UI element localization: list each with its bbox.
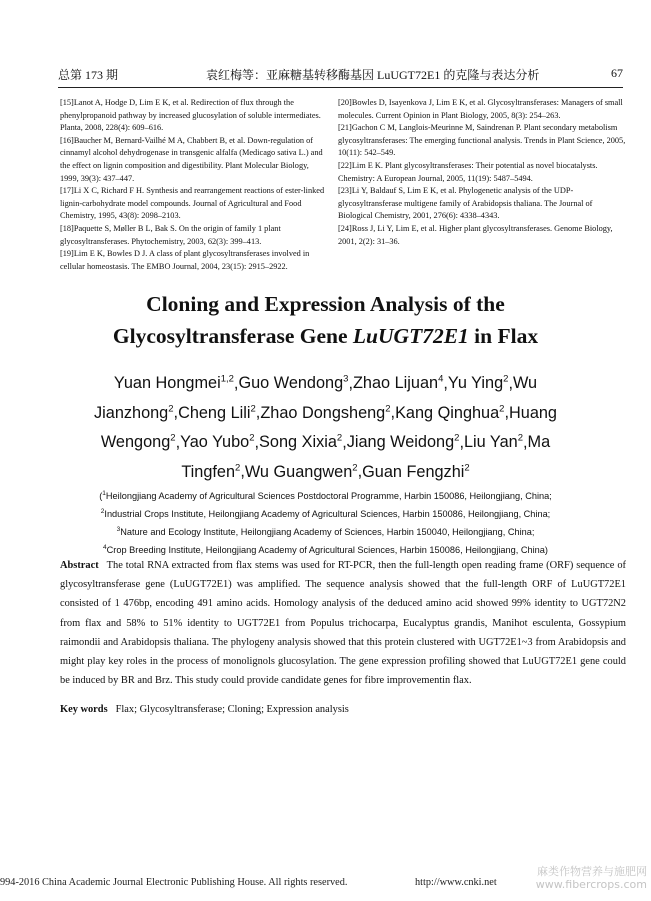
title-line-2	[40, 320, 611, 352]
affiliation-text: Heilongjiang Academy of Agricultural Sciences Postdoctoral Programme, Harbin 150086, Heilongjiang, China;	[105, 491, 552, 502]
watermark	[536, 865, 647, 891]
page-number: 67	[611, 66, 623, 80]
reference-number: [20]	[338, 98, 352, 107]
reference-text: Ross J, Li Y, Lim E, et al. Higher plant glycosyltransferases. Genome Biology, 2001, 2(2): 31–36.	[338, 223, 613, 246]
footer-url[interactable]: http://www.cnki.net	[415, 877, 497, 888]
author-name: Zhao Lijuan$^4$	[352, 374, 444, 393]
author-affiliation-mark: 2	[249, 432, 255, 444]
author-affiliation-mark: 3	[343, 374, 349, 385]
reference-number: [23]	[338, 186, 352, 196]
title-gene-name: LuUGT72E1	[352, 324, 469, 348]
affiliation-list	[58, 486, 593, 558]
reference-number: [22]	[338, 160, 352, 170]
author-affiliation-mark: 1,2	[220, 374, 234, 385]
reference-text: Lim E K, Bowles D J. A class of plant glycosyltransferases involved in cellular homeostasis. The EMBO Journal, 2004, 23(15): 2915–2922.	[60, 249, 310, 271]
reference-text: Baucher M, Bernard-Vailhé M A, Chabbert B, et al. Down-regulation of cinnamyl alcohol dehydrogenase in transgenic alfalfa (Medicago sativa L.) and the effect on lignin composition and digestibility. Plant Molecular Biology, 1999, 39(3): 437–447.	[60, 135, 323, 183]
author-affiliation-mark: 2	[170, 432, 176, 444]
watermark-line-2: www.fibercrops.com	[535, 878, 647, 891]
reference-text: Lanot A, Hodge D, Lim E K, et al. Redirection of flux through the phenylpropanoid pathway by increased glucosylation of soluble intermediates. Planta, 2008, 228(4): 609–616.	[60, 98, 321, 133]
author-affiliation-mark: 2	[352, 462, 358, 474]
reference-item	[60, 248, 328, 273]
author-name: Cheng Lili$^2$	[178, 403, 256, 422]
author-name: Wu Guangwen$^2$	[244, 462, 358, 481]
author-affiliation-mark: 2	[499, 403, 505, 415]
running-title: 袁红梅等：亚麻糖基转移酶基因 LuUGT72E1 的克隆与表达分析	[206, 68, 540, 82]
affiliation-item	[58, 522, 593, 540]
affiliation-item	[58, 504, 593, 522]
author-name: Wu Jianzhong$^2$	[94, 374, 538, 422]
affiliation-text: Crop Breeding Institute, Heilongjiang Academy of Agricultural Sciences, Harbin 150086, Heilongjiang, China)	[106, 545, 548, 556]
reference-number: [21]	[338, 123, 352, 133]
header-rule	[58, 87, 623, 88]
abstract-text: The total RNA extracted from flax stems was used for RT-PCR, then the full-length open reading frame (ORF) sequence of glycosyltransferase gene (LuUGT72E1) was amplified. The sequence analysis showed that the full-length ORF of LuUGT72E1 consisted of 1 476bp, encoding 491 amino acids. Homology analysis of the deduced amino acid showed 99% identity to UGT72N2 from flax and 58% to 51% identity to UGT72E1 from Populus trichocarpa, Eucalyptus grandis, Manihot esculenta, Gossypium raimondii and Arabidopsis thaliana. The phylogeny analysis showed that this protein clustered with UGT72E1~3 from Arabidopsis and might play key roles in the process of monolignols glucosylation. The gene expression profiling showed that LuUGT72E1 gene could be induced by BR and Brz. This study could provide candidate genes for fibre improvementin flax.	[60, 560, 626, 687]
abstract-label: Abstract	[60, 560, 99, 571]
author-affiliation-mark: 2	[464, 462, 470, 474]
author-name: Guan Fengzhi$^2$	[362, 462, 470, 481]
title-line-2-suffix: in Flax	[468, 324, 539, 348]
affiliation-number: 4	[103, 544, 107, 552]
reference-text: Paquette S, Møller B L, Bak S. On the origin of family 1 plant glycosyltransferases. Phytochemistry, 2003, 62(3): 399–413.	[60, 223, 281, 246]
affiliation-number: 1	[102, 490, 106, 497]
author-name: Song Xixia$^2$	[259, 432, 343, 452]
reference-number: [24]	[338, 223, 352, 233]
affiliation-item: ($^1$Heilongjiang Academy of Agricultural Sciences Postdoctoral Programme, Harbin 150086, Heilongjiang, China;	[99, 490, 552, 502]
author-name: Ma Tingfen$^2$	[181, 433, 551, 481]
affiliation-number: 3	[116, 526, 121, 534]
reference-number: [18]	[60, 223, 74, 233]
author-affiliation-mark: 2	[250, 403, 256, 415]
title-line-2-prefix: Glycosyltransferase Gene	[112, 324, 353, 348]
author-affiliation-mark: 2	[385, 403, 391, 415]
author-name: Guo Wendong$^3$	[238, 374, 349, 393]
reference-item	[60, 223, 328, 248]
reference-number: [15]	[60, 98, 74, 107]
keywords-text: Flax; Glycosyltransferase; Cloning; Expression analysis	[115, 704, 349, 715]
title-line-1: Cloning and Expression Analysis of the	[146, 292, 505, 316]
reference-text: Lim E K. Plant glycosyltransferases: Their potential as novel biocatalysts. Chemistry: A European Journal, 2005, 11(19): 5487–5494.	[338, 160, 598, 183]
issue-number: 总第 173 期	[58, 68, 119, 82]
affiliation-number: 2	[100, 508, 105, 516]
author-name: Yu Ying$^2$	[447, 374, 509, 393]
author-name: Yuan Hongmei$^{1,2}$	[113, 374, 234, 393]
reference-number: [17]	[60, 186, 74, 196]
author-affiliation-mark: 2	[235, 462, 241, 474]
reference-item	[60, 97, 328, 135]
reference-item	[338, 160, 626, 185]
author-affiliation-mark: 2	[336, 432, 343, 444]
affiliation-text: Industrial Crops Institute, Heilongjiang Academy of Agricultural Sciences, Harbin 150086, Heilongjiang, China;	[104, 509, 551, 520]
reference-number: [16]	[60, 135, 74, 145]
reference-text: Bowles D, Isayenkova J, Lim E K, et al. Glycosyltransferases: Managers of small molecules. Current Opinion in Plant Biology, 2005, 8(3): 254–263.	[338, 98, 623, 120]
author-affiliation-mark: 2	[503, 374, 509, 385]
author-affiliation-mark: 2	[517, 432, 523, 444]
reference-text: Li X C, Richard F H. Synthesis and rearrangement reactions of ester-linked lignin-carbohydrate model compounds. Journal of Agricultural and Food Chemistry, 1995, 43(8): 2098–2103.	[60, 186, 325, 221]
author-affiliation-mark: 2	[454, 432, 460, 444]
reference-item	[60, 135, 328, 185]
reference-text: Gachon C M, Langlois-Meurinne M, Saindrenan P. Plant secondary metabolism glycosyltransferases: The emerging functional analysis. Trends in Plant Science, 2005, 10(11): 542–549.	[338, 123, 626, 158]
reference-item	[338, 185, 626, 223]
author-affiliation-mark: 4	[438, 374, 444, 385]
references-left-column	[60, 97, 328, 273]
reference-text: Li Y, Baldauf S, Lim E K, et al. Phylogenetic analysis of the UDP-glycosyltransferase multigene family of Arabidopsis thaliana. The Journal of Biological Chemistry, 2001, 276(6): 4338–4343.	[338, 186, 593, 221]
reference-item	[338, 122, 626, 160]
author-name: Liu Yan$^2$	[463, 432, 523, 452]
author-list: Yuan Hongmei$^{1,2}$,Guo Wendong$^3$,Zhao Lijuan$^4$,Yu Ying$^2$,Wu Jianzhong$^2$,Cheng Lili$^2$,Zhao Dongsheng$^2$,Kang Qinghua$^2$,Huang Wengong$^2$,Yao Yubo$^2$,Song Xixia$^2$,Jiang Weidong$^2$,Liu Yan$^2$,Ma Tingfen$^2$,Wu Guangwen$^2$,Guan Fengzhi$^2$	[94, 374, 557, 481]
watermark-line-1: 麻类作物营养与施肥网	[537, 865, 647, 878]
affiliation-text: Nature and Ecology Institute, Heilongjiang Academy of Sciences, Harbin 150040, Heilongjiang, China;	[120, 527, 535, 538]
reference-item	[60, 185, 328, 223]
author-name: Huang Wengong$^2$	[100, 403, 557, 452]
author-affiliation-mark: 2	[168, 403, 174, 415]
keywords	[60, 702, 626, 718]
reference-item	[338, 97, 626, 122]
author-name: Kang Qinghua$^2$	[395, 403, 505, 422]
author-name: Yao Yubo$^2$	[180, 432, 255, 452]
keywords-label: Key words	[60, 704, 108, 715]
author-name: Jiang Weidong$^2$	[346, 432, 460, 452]
paper-title	[40, 288, 611, 352]
reference-number: [19]	[60, 249, 74, 259]
abstract	[60, 556, 626, 690]
running-header	[58, 66, 623, 84]
reference-item	[338, 223, 626, 248]
author-name: Zhao Dongsheng$^2$	[260, 403, 391, 422]
references-right-column	[338, 97, 626, 248]
copyright-notice: 994-2016 China Academic Journal Electronic Publishing House. All rights reserved.	[0, 877, 348, 888]
